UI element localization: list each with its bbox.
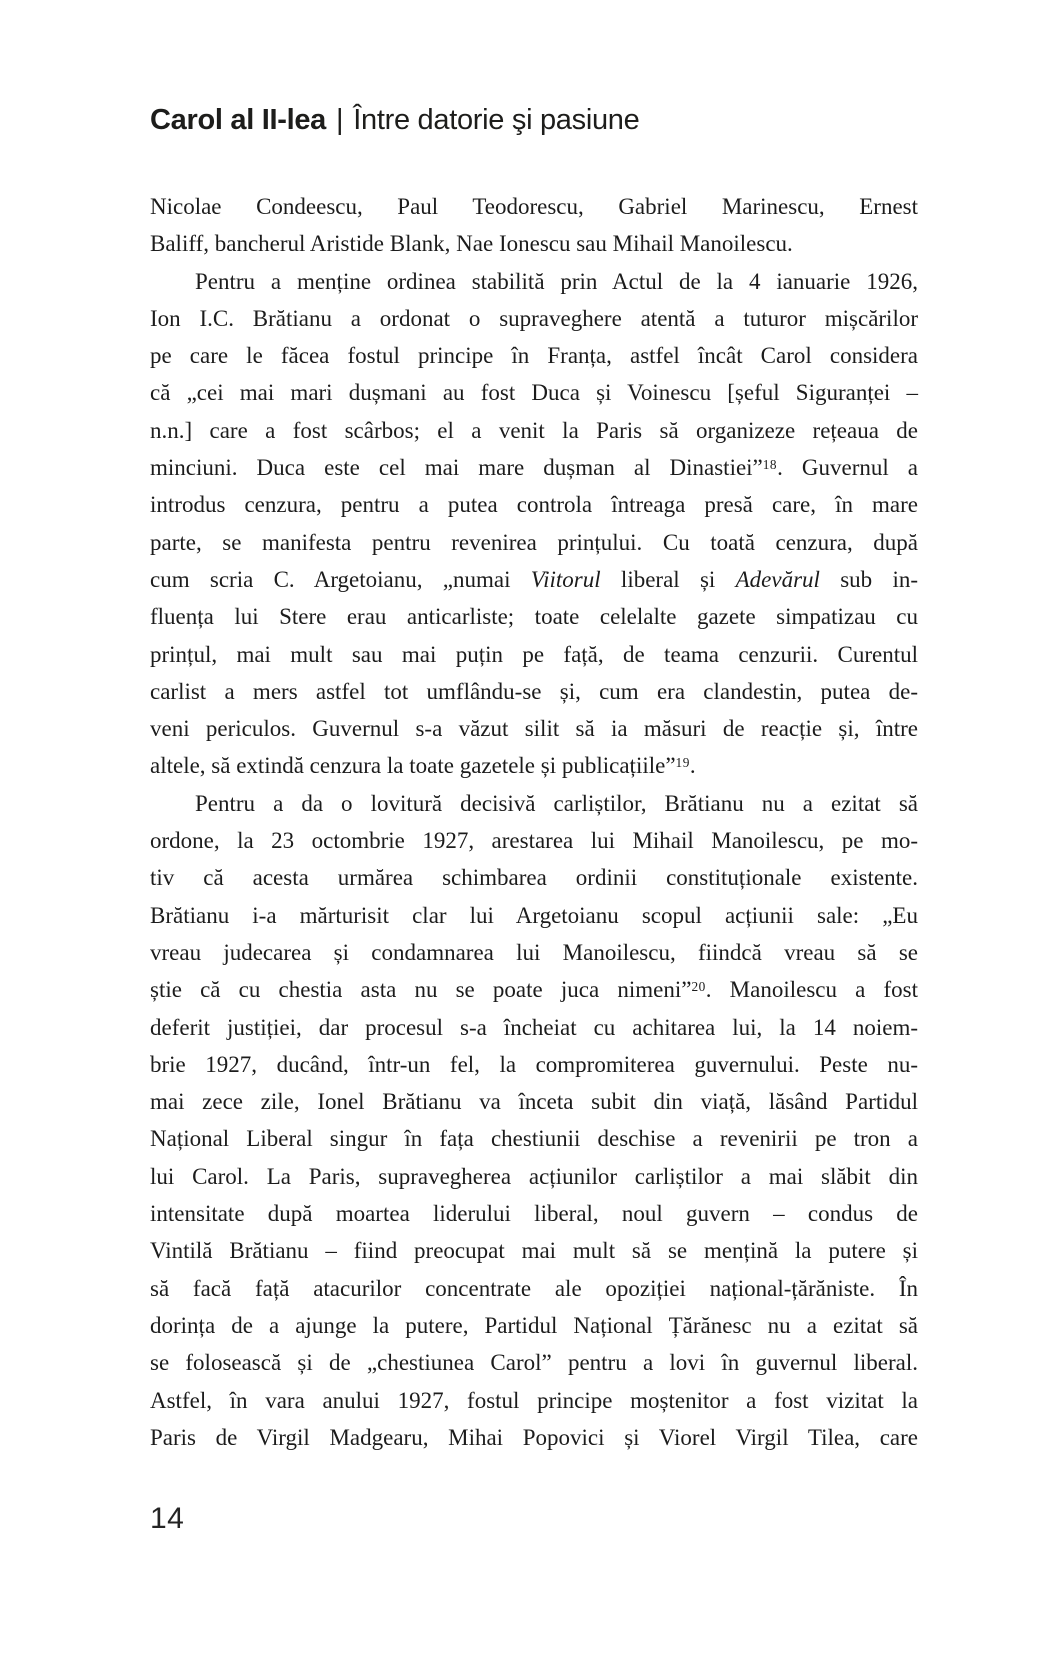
header-separator-bar: | (336, 104, 344, 136)
text-run: n.n.] care a fost scârbos; el a venit la Paris să organizeze rețeaua de (150, 417, 918, 443)
text-run: parte, se manifesta pentru revenirea prințului. Cu toată cenzura, după (150, 529, 918, 555)
text-run: se folosească și de „chestiunea Carol” pentru a lovi în guvernul liberal. (150, 1350, 918, 1376)
text-line (150, 1419, 918, 1456)
text-run: fluența lui Stere erau anticarliste; toate celelalte gazete simpatizau cu (150, 604, 918, 630)
text-line (150, 971, 918, 1008)
text-run: cum scria C. Argetoianu, „numai (150, 566, 531, 592)
text-line (150, 785, 918, 822)
text-line (150, 524, 918, 561)
text-run: sub in- (819, 566, 918, 592)
text-line (150, 300, 918, 337)
footnote-reference: 19 (675, 755, 690, 771)
text-line (150, 747, 918, 784)
text-line (150, 1344, 918, 1381)
text-line (150, 412, 918, 449)
text-run: liberal și (600, 566, 736, 592)
text-line (150, 673, 918, 710)
text-run: Pentru a menține ordinea stabilită prin Actul de la 4 ianuarie 1926, (195, 268, 918, 294)
text-line (150, 1009, 918, 1046)
text-line (150, 859, 918, 896)
text-run: Pentru a da o lovitură decisivă carliștilor, Brătianu nu a ezitat să (195, 790, 918, 816)
text-run: veni periculos. Guvernul s-a văzut silit să ia măsuri de reacție și, între (150, 716, 918, 742)
page-number: 14 (150, 1502, 185, 1535)
text-line (150, 636, 918, 673)
text-run: știe că cu chestia asta nu se poate juca nimeni” (150, 977, 692, 1003)
text-run: intensitate după moartea liderului liberal, noul guvern – condus de (150, 1201, 918, 1227)
running-header (150, 102, 639, 138)
text-line (150, 337, 918, 374)
text-run: Brătianu i-a mărturisit clar lui Argetoianu scopul acțiunii sale: „Eu (150, 902, 918, 928)
text-run: Ion I.C. Brătianu a ordonat o supraveghere atentă a tuturor mișcărilor (150, 305, 918, 331)
text-run: pe care le făcea fostul principe în Franța, astfel încât Carol considera (150, 343, 918, 369)
text-run: tiv că acesta urmărea schimbarea ordinii constituționale existente. (150, 865, 918, 891)
text-line (150, 1270, 918, 1307)
text-run: . (689, 753, 696, 779)
text-line (150, 1307, 918, 1344)
text-run: dorința de a ajunge la putere, Partidul Național Țărănesc nu a ezitat să (150, 1312, 918, 1338)
text-line (150, 1120, 918, 1157)
text-line (150, 1083, 918, 1120)
text-run: introdus cenzura, pentru a putea controla întreaga presă care, în mare (150, 492, 918, 518)
text-run: minciuni. Duca este cel mai mare dușman al Dinastiei” (150, 455, 763, 481)
text-run: brie 1927, ducând, într-un fel, la compromiterea guvernului. Peste nu- (150, 1051, 918, 1077)
text-run: să facă față atacurilor concentrate ale opoziției național-țărăniste. În (150, 1275, 918, 1301)
text-line (150, 1382, 918, 1419)
text-line (150, 1046, 918, 1083)
text-line (150, 1158, 918, 1195)
text-line (150, 449, 918, 486)
chapter-title: Între datorie şi pasiune (353, 104, 640, 136)
text-run: vreau judecarea și condamnarea lui Manoilescu, fiindcă vreau să se (150, 939, 918, 965)
text-run: mai zece zile, Ionel Brătianu va înceta subit din viață, lăsând Partidul (150, 1089, 918, 1115)
text-run: Baliff, bancherul Aristide Blank, Nae Ionescu sau Mihail Manoilescu. (150, 231, 793, 257)
text-run: ordone, la 23 octombrie 1927, arestarea lui Mihail Manoilescu, pe mo- (150, 828, 918, 854)
text-line (150, 822, 918, 859)
text-line (150, 225, 918, 262)
text-line (150, 486, 918, 523)
text-run: Nicolae Condeescu, Paul Teodorescu, Gabriel Marinescu, Ernest (150, 194, 918, 219)
body-text (150, 188, 918, 1456)
text-line (150, 263, 918, 300)
text-run: lui Carol. La Paris, supravegherea acțiunilor carliștilor a mai slăbit din (150, 1163, 918, 1189)
text-line (150, 1195, 918, 1232)
text-line (150, 374, 918, 411)
text-run: prințul, mai mult sau mai puțin pe față, de teama cenzurii. Curentul (150, 641, 918, 667)
text-line (150, 1232, 918, 1269)
text-run: Astfel, în vara anului 1927, fostul principe moștenitor a fost vizitat la (150, 1387, 918, 1413)
book-title: Carol al II-lea (150, 104, 327, 136)
footnote-reference: 20 (691, 978, 706, 994)
footnote-reference: 18 (762, 456, 778, 472)
text-run: . Manoilescu a fost (705, 977, 918, 1003)
text-run: Vintilă Brătianu – fiind preocupat mai mult să se mențină la putere și (150, 1238, 918, 1264)
text-run: că „cei mai mari dușmani au fost Duca și Voinescu [șeful Siguranței – (150, 380, 918, 406)
text-line (150, 561, 918, 598)
text-run: Paris de Virgil Madgearu, Mihai Popovici și Viorel Virgil Tilea, care (150, 1424, 918, 1450)
text-line (150, 188, 918, 225)
text-line (150, 598, 918, 635)
text-line (150, 934, 918, 971)
text-run: carlist a mers astfel tot umflându-se și, cum era clandestin, putea de- (150, 678, 918, 704)
text-run: Național Liberal singur în fața chestiunii deschise a revenirii pe tron a (150, 1126, 918, 1152)
italic-text-run: Viitorul (530, 566, 601, 592)
text-line (150, 710, 918, 747)
text-run: . Guvernul a (777, 455, 918, 481)
text-line (150, 897, 918, 934)
text-run: deferit justiției, dar procesul s-a încheiat cu achitarea lui, la 14 noiem- (150, 1014, 918, 1040)
text-run: altele, să extindă cenzura la toate gazetele și publicațiile” (150, 753, 676, 779)
italic-text-run: Adevărul (735, 566, 820, 592)
